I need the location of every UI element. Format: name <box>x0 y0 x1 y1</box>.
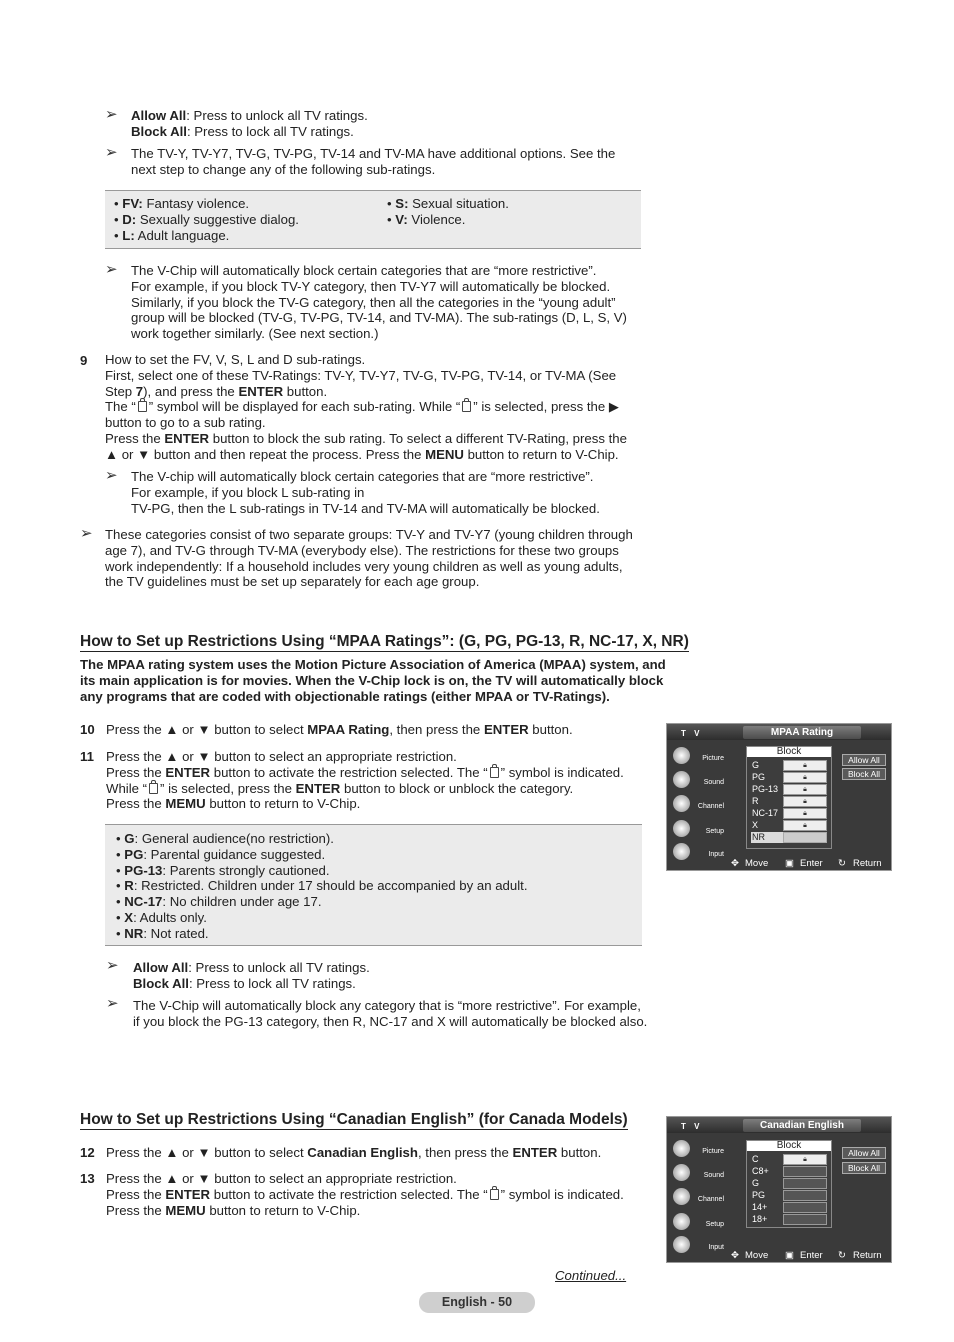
step-13: Press the ▲ or ▼ button to select an appropriate restriction. Press the ENTER button to activate the restriction selected. The “ ” symbol is indicated. Press the MEMU button to return to V-Chip. <box>106 1171 624 1218</box>
return-icon: ↻ <box>838 1250 846 1261</box>
empty-cell <box>783 1214 827 1225</box>
rating-item: • G: General audience(no restriction). <box>116 831 334 846</box>
step-11: Press the ▲ or ▼ button to select an appropriate restriction. Press the ENTER button to activate the restriction selected. The “ ” symbol is indicated. While “ ” is selected, press the ENTER button to block or unblock the category. Press the MEMU button to return to V-Chip. <box>106 749 624 812</box>
subrating-item: • V: Violence. <box>387 211 466 227</box>
mpaa-heading: How to Set up Restrictions Using “MPAA Ratings”: (G, PG, PG-13, R, NC-17, X, NR) <box>80 633 689 650</box>
move-icon: ✥ <box>731 858 739 869</box>
side-picture[interactable]: Picture <box>670 1139 728 1161</box>
rating-row[interactable]: 14+ <box>751 1202 827 1213</box>
note-line: next step to change any of the following sub-ratings. <box>131 161 436 177</box>
rating-item: • PG-13: Parents strongly cautioned. <box>116 862 330 878</box>
empty-cell <box>783 1202 827 1213</box>
side-channel[interactable]: Channel <box>670 1187 728 1209</box>
side-input[interactable]: Input <box>670 842 728 864</box>
enter-icon: ▣ <box>785 1250 794 1261</box>
step-number: 11 <box>80 749 94 764</box>
sound-icon <box>673 1164 690 1181</box>
block-all-button[interactable]: Block All <box>842 768 886 780</box>
block-all-term: Block All <box>131 123 187 139</box>
rating-row[interactable]: C 🔒︎ <box>751 1154 827 1165</box>
note-arrow-icon: ➢ <box>80 525 93 542</box>
canada-heading: How to Set up Restrictions Using “Canadian English” (for Canada Models) <box>80 1111 628 1128</box>
allow-all-desc: : Press to unlock all TV ratings. <box>186 108 368 123</box>
rating-item: • NC-17: No children under age 17. <box>116 894 322 910</box>
lock-icon <box>138 401 147 412</box>
mpaa-restrictive-note: The V-Chip will automatically block any category that is “more restrictive”. For example, if you block the PG-13 category, then R, NC-17 and X will automatically be blocked also. <box>133 998 648 1029</box>
return-label: Return <box>853 1250 882 1261</box>
rating-row[interactable]: G <box>751 1178 827 1189</box>
empty-cell <box>783 1166 827 1177</box>
block-all-desc: : Press to lock all TV ratings. <box>186 123 354 139</box>
side-channel[interactable]: Channel <box>670 794 728 816</box>
note-arrow-icon: ➢ <box>106 995 119 1012</box>
rating-row[interactable]: NC-17 🔒︎ <box>751 808 827 819</box>
block-column-header: Block <box>747 1141 831 1151</box>
empty-cell <box>783 1178 827 1189</box>
channel-icon <box>673 795 690 812</box>
channel-icon <box>673 1188 690 1205</box>
tv-menu-mpaa <box>666 723 892 871</box>
rating-row[interactable]: 18+ <box>751 1214 827 1225</box>
rating-panel <box>746 1140 832 1228</box>
side-setup[interactable]: Setup <box>670 1212 728 1234</box>
unlock-cell <box>783 832 827 843</box>
note-arrow-icon: ➢ <box>106 957 119 974</box>
side-setup[interactable]: Setup <box>670 819 728 841</box>
tv-menu-footer <box>667 854 891 870</box>
mpaa-allow-block-note: Allow All: Press to unlock all TV ratings. Block All: Press to lock all TV ratings. <box>133 960 370 991</box>
tv-menu-header: T V MPAA Rating <box>667 724 891 740</box>
lock-icon: 🔒︎ <box>783 796 827 807</box>
block-column-header: Block <box>747 747 831 757</box>
rating-row[interactable]: PG-13 🔒︎ <box>751 784 827 795</box>
mpaa-intro: The MPAA rating system uses the Motion Picture Association of America (MPAA) system, and its main application is for movies. When the V-Chip lock is on, the TV will automatically block any programs that are coded with objectionable ratings (either MPAA or TV-Ratings). <box>80 657 666 704</box>
move-icon: ✥ <box>731 1250 739 1261</box>
sound-icon <box>673 771 690 788</box>
tv-menu-header: T V Canadian English <box>667 1117 891 1133</box>
lock-icon: 🔒︎ <box>783 784 827 795</box>
note-arrow-icon: ➢ <box>105 144 118 161</box>
rating-row[interactable]: C8+ <box>751 1166 827 1177</box>
allow-all-button[interactable]: Allow All <box>842 1147 886 1159</box>
note-arrow-icon: ➢ <box>105 261 118 278</box>
continued-label: Continued... <box>555 1268 627 1283</box>
enter-label: Enter <box>800 858 823 869</box>
lock-icon: 🔒︎ <box>783 820 827 831</box>
step-number: 9 <box>80 353 88 368</box>
empty-cell <box>783 1190 827 1201</box>
enter-icon: ▣ <box>785 858 794 869</box>
mpaa-ratings-box <box>105 824 642 946</box>
return-label: Return <box>853 858 882 869</box>
side-sound[interactable]: Sound <box>670 770 728 792</box>
rating-row[interactable]: X 🔒︎ <box>751 820 827 831</box>
rating-item: • R: Restricted. Children under 17 should be accompanied by an adult. <box>116 878 528 894</box>
lock-icon <box>490 1189 499 1200</box>
step-number: 12 <box>80 1145 95 1160</box>
step-12: Press the ▲ or ▼ button to select Canadian English, then press the ENTER button. <box>106 1145 602 1160</box>
setup-icon <box>673 820 690 837</box>
enter-label: Enter <box>800 1250 823 1261</box>
rating-item: • NR: Not rated. <box>116 925 209 941</box>
groups-note: These categories consist of two separate groups: TV-Y and TV-Y7 (young children through age 7), and TV-G through TV-MA (everybody else). The restrictions for these two groups work independently: If a household includes very young children as well as young adults, the TV guidelines must be set up separately for each age group. <box>105 527 633 590</box>
move-label: Move <box>745 1250 769 1261</box>
lock-icon: 🔒︎ <box>783 760 827 771</box>
step9-note: The V-chip will automatically block certain categories that are “more restrictive”. For example, if you block L sub-rating in TV-PG, then the L sub-ratings in TV-14 and TV-MA will automatically be blocked. <box>131 469 600 516</box>
tv-menu-title: MPAA Rating <box>743 726 861 739</box>
block-all-button[interactable]: Block All <box>842 1162 886 1174</box>
rating-row[interactable]: PG <box>751 1190 827 1201</box>
subrating-item: • S: Sexual situation. <box>387 196 509 211</box>
rating-row[interactable]: G 🔒︎ <box>751 760 827 771</box>
lock-icon: 🔒︎ <box>783 1154 827 1165</box>
allow-all-button[interactable]: Allow All <box>842 754 886 766</box>
subrating-item: • D: Sexually suggestive dialog. <box>114 211 299 227</box>
rating-row[interactable]: NR <box>751 832 827 843</box>
return-icon: ↻ <box>838 858 846 869</box>
note-line: The TV-Y, TV-Y7, TV-G, TV-PG, TV-14 and TV-MA have additional options. See the <box>131 146 616 161</box>
rating-item: • X: Adults only. <box>116 909 207 925</box>
side-input[interactable]: Input <box>670 1235 728 1257</box>
lock-icon <box>462 401 471 412</box>
page-number-badge: English - 50 <box>419 1292 535 1313</box>
setup-icon <box>673 1213 690 1230</box>
lock-icon: 🔒︎ <box>783 808 827 819</box>
step-number: 13 <box>80 1171 95 1186</box>
rating-panel <box>746 746 832 849</box>
note-arrow-icon: ➢ <box>105 106 118 123</box>
subrating-note <box>131 146 615 178</box>
tv-menu-footer <box>667 1246 891 1262</box>
side-sound[interactable]: Sound <box>670 1163 728 1185</box>
picture-icon <box>673 1140 690 1157</box>
lock-icon <box>149 783 158 794</box>
lock-icon <box>490 767 499 778</box>
rating-row[interactable]: PG 🔒︎ <box>751 772 827 783</box>
allow-all-term: Allow All <box>131 108 187 123</box>
tv-menu-canada <box>666 1116 892 1263</box>
subratings-box <box>105 190 641 249</box>
note-arrow-icon: ➢ <box>105 467 118 484</box>
step-number: 10 <box>80 722 95 737</box>
side-picture[interactable]: Picture <box>670 746 728 768</box>
rating-item: • PG: Parental guidance suggested. <box>116 846 326 862</box>
step-9: How to set the FV, V, S, L and D sub-ratings. First, select one of these TV-Ratings: TV-Y, TV-Y7, TV-G, TV-PG, TV-14, or TV-MA (See Step 7), and press the ENTER button. The “ ” symbol will be displayed for each sub-rating. While “ ” is selected, press the ▶ button to go to a sub rating. Press the ENTER button to block the sub rating. To select a different TV-Rating, press the ▲ or ▼ button and then repeat the process. Press the MENU button to return to V-Chip. <box>105 352 627 462</box>
step-10: Press the ▲ or ▼ button to select MPAA Rating, then press the ENTER button. <box>106 722 573 737</box>
lock-icon: 🔒︎ <box>783 772 827 783</box>
rating-row[interactable]: R 🔒︎ <box>751 796 827 807</box>
allow-block-note <box>131 108 368 140</box>
picture-icon <box>673 747 690 764</box>
tv-menu-title: Canadian English <box>743 1119 861 1132</box>
subrating-item: • FV: Fantasy violence. <box>114 196 250 211</box>
subrating-item: • L: Adult language. <box>114 227 230 243</box>
move-label: Move <box>745 858 769 869</box>
vchip-restrictive-note: The V-Chip will automatically block certain categories that are “more restrictive”. For example, if you block TV-Y category, then TV-Y7 will automatically be blocked. Similarly, if you block the TV-G category, then all the categories in the “young adult” group will be blocked (TV-G, TV-PG, TV-14, and TV-MA). The sub-ratings (D, L, S, V) work together similarly. (See next section.) <box>131 263 627 342</box>
